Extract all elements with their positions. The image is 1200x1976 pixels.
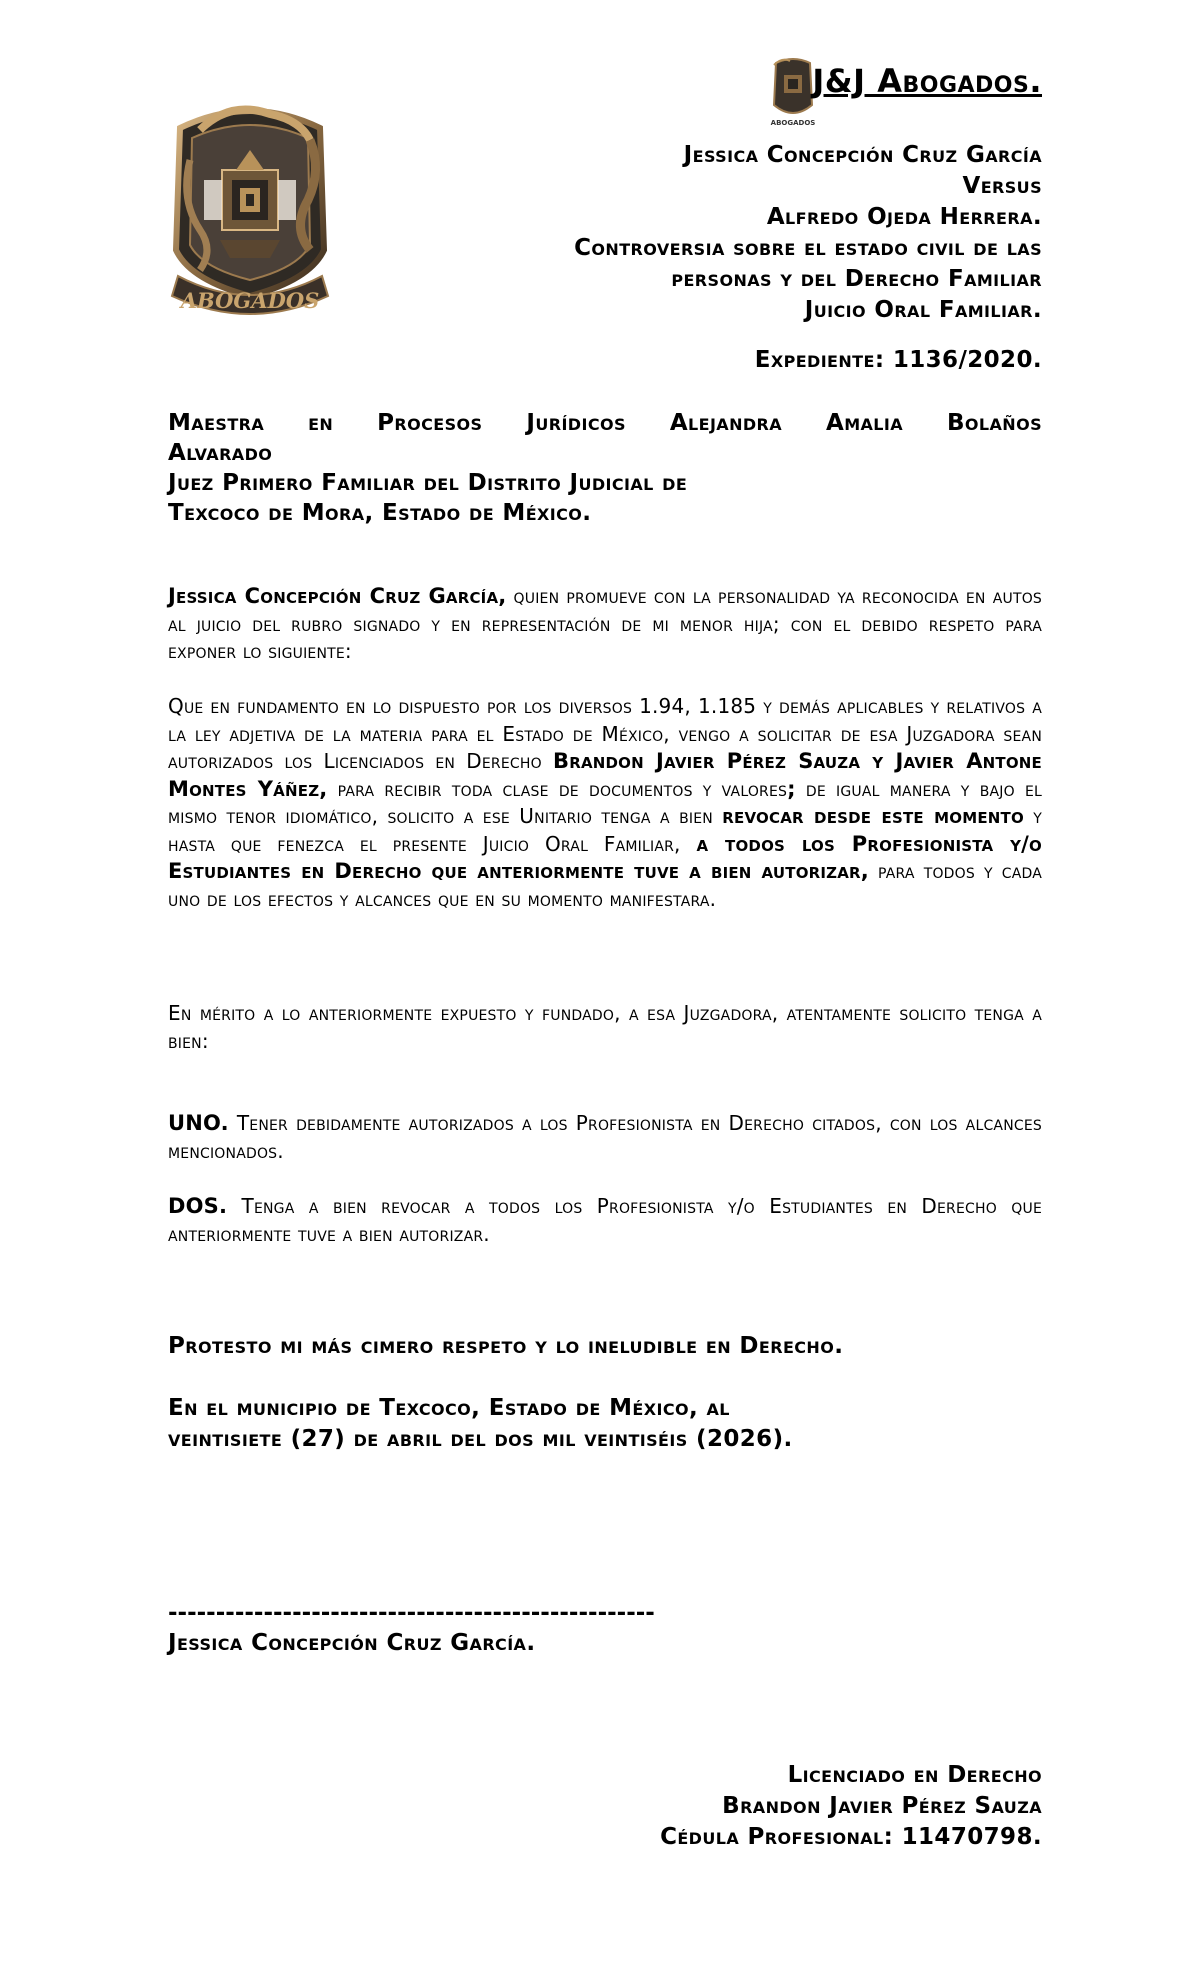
addressee-line-3: Juez Primero Familiar del Distrito Judicial de <box>168 470 688 496</box>
addressee-line-2: Alvarado <box>168 440 273 466</box>
place-line-2: veintisiete (27) de abril del dos mil veintiséis (2026). <box>168 1426 793 1452</box>
case-line-trial-type: Juicio Oral Familiar. <box>804 297 1042 323</box>
petition-one-text: Tener debidamente autorizados a los Profesionista en Derecho citados, con los alcances mencionados. <box>168 1111 1042 1163</box>
firm-name: J&J Abogados. <box>812 62 1042 100</box>
intro-paragraph <box>168 583 1042 666</box>
petition-two-label: DOS. <box>168 1194 228 1218</box>
case-line-matter-2: personas y del Derecho Familiar <box>671 266 1042 292</box>
merit-paragraph: En mérito a lo anteriormente expuesto y fundado, a esa Juzgadora, atentamente solicito tenga a bien: <box>168 1001 1042 1053</box>
request-semicolon: ; <box>787 776 796 801</box>
intro-text: quien promueve con la personalidad ya reconocida en autos al juicio del rubro signado y en representación de mi menor hija; con el debido respeto para exponer lo siguiente: <box>168 584 1042 663</box>
addressee-line-4: Texcoco de Mora, Estado de México. <box>168 500 592 526</box>
request-paragraph <box>168 693 1042 913</box>
promovente-name: Jessica Concepción Cruz García, <box>168 584 507 608</box>
authorized-lawyers: Brandon Javier Pérez Sauza y Javier Antone Montes Yáñez, <box>168 749 1042 801</box>
addressee-block <box>168 408 1042 528</box>
signature-line: --------------------------------------------------- <box>168 1600 655 1626</box>
case-line-versus: Versus <box>962 173 1042 199</box>
request-text-c: para recibir toda clase de documentos y valores <box>327 776 788 801</box>
petition-two-text: Tenga a bien revocar a todos los Profesionista y/o Estudiantes en Derecho que anteriormente tuve a bien autorizar. <box>168 1194 1042 1246</box>
petition-two <box>168 1193 1042 1248</box>
case-number: Expediente: 1136/2020. <box>754 347 1042 373</box>
addressee-line-1: Maestra en Procesos Jurídicos Alejandra Amalia Bolaños <box>168 410 1042 436</box>
revoked-professionals: a todos los Profesionista y/o Estudiantes en Derecho que anteriormente tuve a bien autorizar, <box>168 831 1042 883</box>
request-text-g: y hasta que fenezca el presente Juicio Oral Familiar, <box>168 804 1043 856</box>
case-line-plaintiff: Jessica Concepción Cruz García <box>683 142 1042 168</box>
lawyer-name: Brandon Javier Pérez Sauza <box>722 1793 1042 1819</box>
case-line-matter-1: Controversia sobre el estado civil de las <box>574 235 1042 261</box>
lawyer-cedula: Cédula Profesional: 11470798. <box>660 1824 1042 1850</box>
case-line-defendant: Alfredo Ojeda Herrera. <box>766 204 1042 230</box>
lawyer-title: Licenciado en Derecho <box>787 1762 1042 1788</box>
petition-one-label: UNO. <box>168 1111 229 1135</box>
petition-one <box>168 1110 1042 1165</box>
request-text-i: para todos y cada uno de los efectos y alcances que en su momento manifestara. <box>168 859 1042 911</box>
firm-logo-small-icon <box>768 55 818 130</box>
request-text-a: Que en fundamento en lo dispuesto por los diversos 1.94, 1.185 y demás aplicables y relativos a la ley adjetiva de la materia para el Estado de México, vengo a solicitar de esa Juzgadora sean autorizados los Licenciados en Derecho <box>168 694 1042 773</box>
svg-text:ABOGADOS: ABOGADOS <box>770 119 816 127</box>
revoke-phrase: revocar desde este momento <box>722 804 1024 828</box>
place-date <box>168 1393 1048 1455</box>
firm-logo-shield-icon <box>160 100 340 322</box>
lawyer-block <box>342 1760 1042 1853</box>
request-text-e: de igual manera y bajo el mismo tenor idiomático, solicito a ese Unitario tenga a bien <box>168 776 1043 828</box>
case-heading <box>322 140 1042 326</box>
signer-name: Jessica Concepción Cruz García. <box>168 1630 536 1656</box>
protest-statement: Protesto mi más cimero respeto y lo ineludible en Derecho. <box>168 1333 844 1359</box>
logo-text: ABOGADOS <box>180 288 320 313</box>
place-line-1: En el municipio de Texcoco, Estado de México, al <box>168 1395 730 1421</box>
